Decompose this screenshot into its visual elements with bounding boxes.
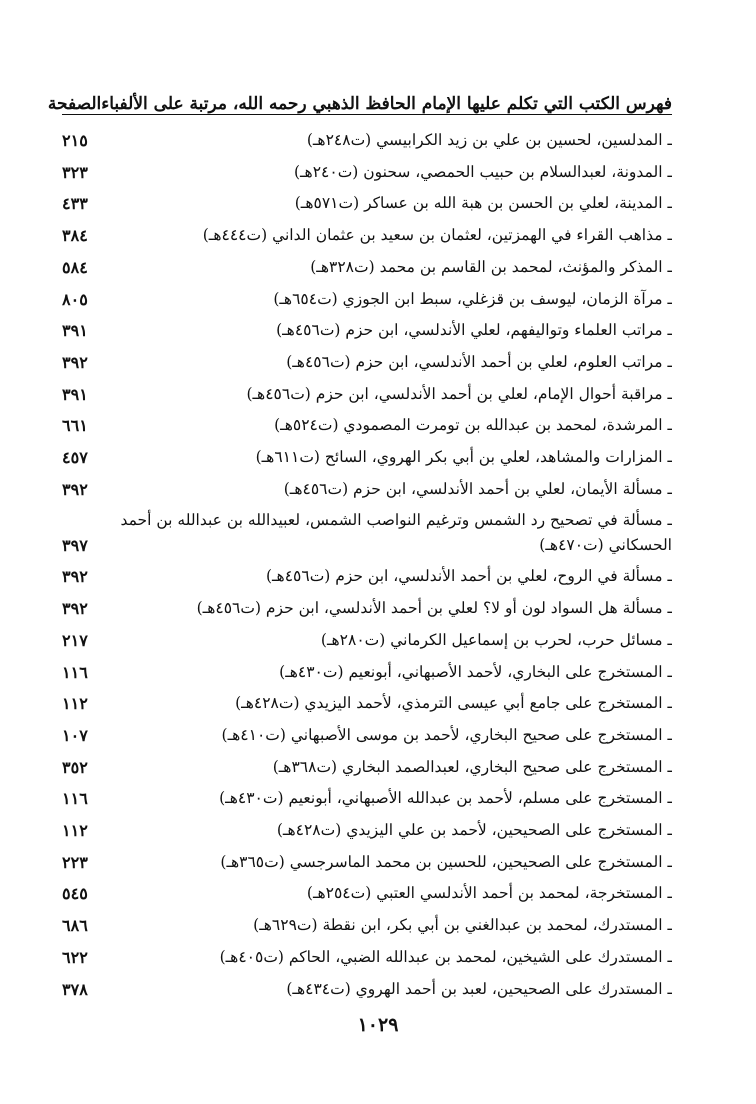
index-entry	[62, 252, 672, 284]
index-entry	[62, 410, 672, 442]
index-page	[47, 80, 672, 1005]
entry-page-number: ٣٩٧	[62, 535, 88, 555]
entry-title: ـ المستخرج على الصحيحين، للحسين بن محمد الماسرجسي (ت٣٦٥هـ)	[220, 852, 672, 871]
index-entry	[62, 657, 672, 689]
entry-page-number: ٣٩٢	[62, 479, 88, 499]
entry-title: ـ المدينة، لعلي بن الحسن بن هبة الله بن عساكر (ت٥٧١هـ)	[294, 194, 672, 213]
index-entry	[62, 720, 672, 752]
entry-page-number: ٢١٥	[62, 131, 88, 150]
index-entry	[62, 815, 672, 847]
index-entry	[62, 847, 672, 879]
index-entry	[62, 474, 672, 506]
entry-page-number: ١١٢	[62, 821, 88, 841]
entry-page-number: ٤٣٣	[62, 194, 88, 214]
page-header	[47, 80, 672, 115]
index-entry	[62, 315, 672, 347]
entry-title: ـ المذكر والمؤنث، لمحمد بن القاسم بن محمد (ت٣٢٨هـ)	[310, 257, 672, 276]
index-entry	[62, 347, 672, 379]
entry-page-number: ٥٨٤	[62, 257, 88, 277]
entry-title: ـ المستخرج على صحيح البخاري، لأحمد بن موسى الأصبهاني (ت٤١٠هـ)	[221, 725, 672, 744]
index-entry	[62, 910, 672, 942]
entry-title: ـ مسألة في تصحيح رد الشمس وترغيم النواصب الشمس، لعبيدالله بن عبدالله بن أحمد الحسكاني (ت٤٧٠هـ)	[120, 511, 672, 555]
index-entry	[62, 752, 672, 784]
index-entry	[62, 220, 672, 252]
entry-page-number: ١١٦	[62, 789, 88, 809]
entry-title: ـ المدونة، لعبدالسلام بن حبيب الحمصي، سحنون (ت٢٤٠هـ)	[293, 162, 672, 181]
entry-title: ـ المستخرجة، لمحمد بن أحمد الأندلسي العتبي (ت٢٥٤هـ)	[306, 884, 672, 903]
entry-title: ـ المستدرك على الشيخين، لمحمد بن عبدالله الضبي، الحاكم (ت٤٠٥هـ)	[219, 947, 672, 966]
entry-title: ـ المزارات والمشاهد، لعلي بن أبي بكر الهروي، السائح (ت٦١١هـ)	[255, 448, 672, 467]
index-entry	[62, 942, 672, 974]
index-entry	[62, 783, 672, 815]
entry-title: ـ مسألة هل السواد لون أو لا؟ لعلي بن أحمد الأندلسي، ابن حزم (ت٤٥٦هـ)	[196, 599, 672, 618]
entry-page-number: ٥٤٥	[62, 884, 88, 904]
entry-title: ـ مرآة الزمان، ليوسف بن قزغلي، سبط ابن الجوزي (ت٦٥٤هـ)	[273, 289, 672, 308]
index-entry	[62, 505, 672, 561]
entry-page-number: ٣٥٢	[62, 757, 88, 777]
entry-page-number: ٢٢٣	[62, 852, 88, 872]
index-entry	[62, 688, 672, 720]
entry-title: ـ المستدرك على الصحيحين، لعبد بن أحمد الهروي (ت٤٣٤هـ)	[286, 979, 672, 998]
entry-page-number: ١١٢	[62, 694, 88, 714]
entry-title: ـ مذاهب القراء في الهمزتين، لعثمان بن سعيد بن عثمان الداني (ت٤٤٤هـ)	[202, 226, 672, 245]
index-entry	[62, 157, 672, 189]
page-number: ١٠٢٩	[357, 1014, 399, 1036]
entry-page-number: ٣٢٣	[62, 162, 88, 182]
index-entry	[62, 442, 672, 474]
entry-title: ـ المستخرج على البخاري، لأحمد الأصبهاني، أبونعيم (ت٤٣٠هـ)	[279, 662, 672, 681]
index-entry	[62, 188, 672, 220]
entry-page-number: ٣٩٢	[62, 567, 88, 587]
entry-page-number: ٢١٧	[62, 630, 88, 650]
page-column-label: الصفحة	[47, 94, 102, 114]
index-entry	[62, 561, 672, 593]
entry-page-number: ٨٠٥	[62, 289, 88, 309]
entry-page-number: ٣٨٤	[62, 226, 88, 246]
entry-title: ـ مراقبة أحوال الإمام، لعلي بن أحمد الأندلسي، ابن حزم (ت٤٥٦هـ)	[246, 384, 672, 403]
entry-page-number: ٦٨٦	[62, 916, 88, 936]
index-entry	[62, 974, 672, 1006]
header-title: فهرس الكتب التي تكلم عليها الإمام الحافظ الذهبي رحمه الله، مرتبة على الألفباء	[101, 94, 672, 114]
entry-title: ـ مراتب العلماء وتواليفهم، لعلي الأندلسي، ابن حزم (ت٤٥٦هـ)	[276, 321, 672, 340]
entry-page-number: ٣٩٢	[62, 352, 88, 372]
entry-page-number: ١١٦	[62, 662, 88, 682]
entry-title: ـ المرشدة، لمحمد بن عبدالله بن تومرت المصمودي (ت٥٢٤هـ)	[274, 416, 672, 435]
index-entry	[62, 878, 672, 910]
entry-title: ـ المستخرج على مسلم، لأحمد بن عبدالله الأصبهاني، أبونعيم (ت٤٣٠هـ)	[219, 789, 672, 808]
entry-title: ـ مراتب العلوم، لعلي بن أحمد الأندلسي، ابن حزم (ت٤٥٦هـ)	[286, 352, 672, 371]
entry-title: ـ المستدرك، لمحمد بن عبدالغني بن أبي بكر، ابن نقطة (ت٦٢٩هـ)	[253, 916, 672, 935]
entry-title: ـ مسألة الأيمان، لعلي بن أحمد الأندلسي، ابن حزم (ت٤٥٦هـ)	[283, 479, 672, 498]
entry-page-number: ٣٩٢	[62, 599, 88, 619]
index-entry	[62, 625, 672, 657]
entry-page-number: ٦٢٢	[62, 947, 88, 967]
index-entry	[62, 379, 672, 411]
entry-title: ـ المستخرج على صحيح البخاري، لعبدالصمد البخاري (ت٣٦٨هـ)	[272, 757, 672, 776]
index-entry	[62, 284, 672, 316]
entry-page-number: ٤٥٧	[62, 448, 88, 468]
entry-page-number: ٣٧٨	[62, 979, 88, 999]
index-entries	[62, 125, 672, 1005]
entry-title: ـ مسألة في الروح، لعلي بن أحمد الأندلسي، ابن حزم (ت٤٥٦هـ)	[265, 567, 672, 586]
entry-title: ـ المدلسين، لحسين بن علي بن زيد الكرابيسي (ت٢٤٨هـ)	[306, 131, 672, 149]
entry-page-number: ١٠٧	[62, 725, 88, 745]
entry-page-number: ٦٦١	[62, 416, 88, 436]
entry-title: ـ المستخرج على الصحيحين، لأحمد بن علي اليزيدي (ت٤٢٨هـ)	[276, 821, 672, 840]
entry-page-number: ٣٩١	[62, 321, 88, 341]
index-entry	[62, 125, 672, 157]
entry-page-number: ٣٩١	[62, 384, 88, 404]
index-entry	[62, 593, 672, 625]
entry-title: ـ المستخرج على جامع أبي عيسى الترمذي، لأحمد اليزيدي (ت٤٢٨هـ)	[235, 694, 672, 713]
entry-title: ـ مسائل حرب، لحرب بن إسماعيل الكرماني (ت٢٨٠هـ)	[320, 630, 672, 649]
